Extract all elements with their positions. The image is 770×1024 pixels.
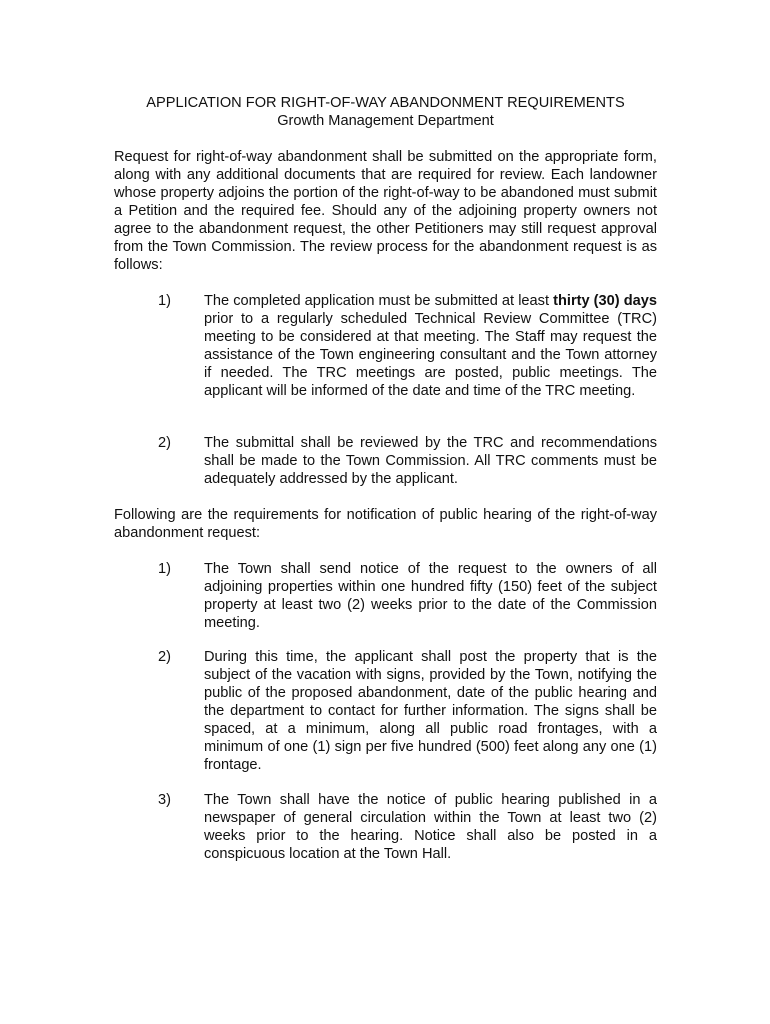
notification-step-text: The Town shall send notice of the request to the owners of all adjoining properties within one hundred fifty (150) feet of the subject property at least two (2) weeks prior to the date of the Commission meeting. [204,561,657,631]
notification-step-number: 3) [158,792,171,808]
review-step-number: 1) [158,293,171,309]
review-step-text [204,292,657,400]
notification-step-number: 2) [158,649,171,665]
review-step-text-after: prior to a regularly scheduled Technical Review Committee (TRC) meeting to be considered at that meeting. The Staff may request the assistance of the Town engineering consultant and the Town attorney if needed. The TRC meetings are posted, public meetings. The applicant will be informed of the date and time of the TRC meeting. [204,311,657,399]
review-step-deadline: thirty (30) days [553,293,657,309]
review-step-number: 2) [158,435,171,451]
notification-step-text: The Town shall have the notice of public hearing published in a newspaper of general circulation within the Town at least two (2) weeks prior to the hearing. Notice shall also be posted in a conspicuous location at the Town Hall. [204,792,657,862]
notification-step-number: 1) [158,561,171,577]
intro-paragraph: Request for right-of-way abandonment shall be submitted on the appropriate form, along with any additional documents that are required for review. Each landowner whose property adjoins the portion of the right-of-way to be abandoned must submit a Petition and the required fee. Should any of the adjoining property owners not agree to the abandonment request, the other Petitioners may still request approval from the Town Commission. The review process for the abandonment request is as follows: [114,149,657,273]
notification-step-text: During this time, the applicant shall post the property that is the subject of the vacation with signs, provided by the Town, notifying the public of the proposed abandonment, date of the public hearing and the department to contact for further information. The signs shall be spaced, at a minimum, along all public road frontages, with a minimum of one (1) sign per five hundred (500) feet along any one (1) frontage. [204,649,657,773]
document-title: APPLICATION FOR RIGHT-OF-WAY ABANDONMENT REQUIREMENTS [146,95,625,111]
document-subtitle: Growth Management Department [277,113,494,129]
review-step-text: The submittal shall be reviewed by the TRC and recommendations shall be made to the Town Commission. All TRC comments must be adequately addressed by the applicant. [204,435,657,487]
notification-intro-paragraph: Following are the requirements for notification of public hearing of the right-of-way abandonment request: [114,507,657,541]
review-step-text-before: The completed application must be submitted at least [204,293,554,309]
document-header [114,94,657,130]
